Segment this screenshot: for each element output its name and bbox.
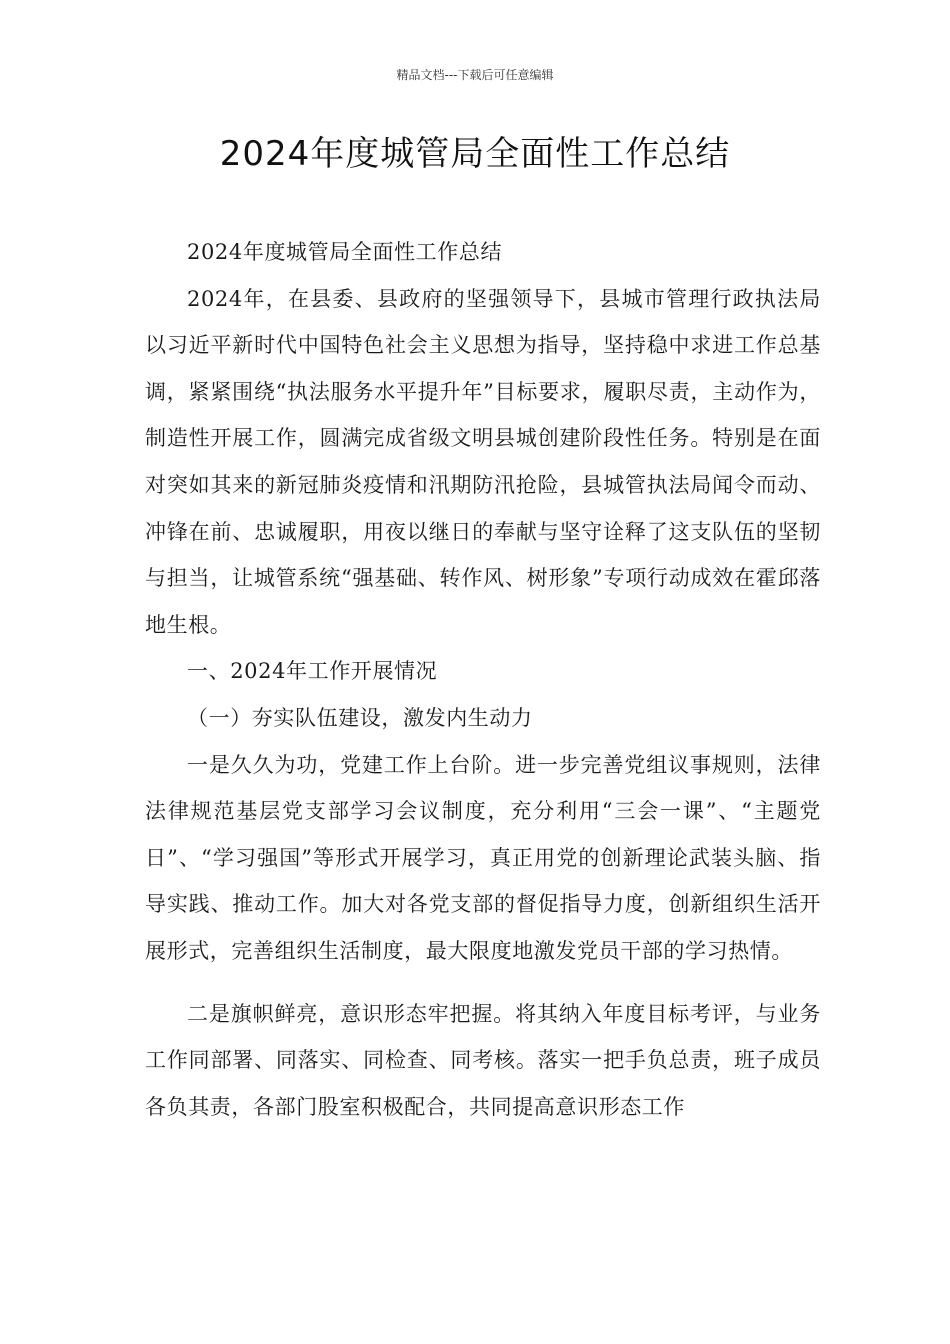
document-title: 2024年度城管局全面性工作总结 <box>219 134 731 174</box>
paragraph-subtitle: 2024年度城管局全面性工作总结 <box>187 240 503 264</box>
header-note: 精品文档---下载后可任意编辑 <box>396 68 554 82</box>
paragraph-party-building: 一是久久为功，党建工作上台阶。进一步完善党组议事规则，法律法律规范基层党支部学习会议制度，充分利用“三会一课”、“主题党日”、“学习强国”等形式开展学习，真正用党的创新理论武装头脑、指导实践、推动工作。加大对各党支部的督促指导力度，创新组织生活开展形式，完善组织生活制度，最大限度地激发党员干部的学习热情。 <box>145 752 821 963</box>
subsection-heading: （一）夯实队伍建设，激发内生动力 <box>187 705 533 730</box>
paragraph-intro: 2024年，在县委、县政府的坚强领导下，县城市管理行政执法局以习近平新时代中国特色社会主义思想为指导，坚持稳中求进工作总基调，紧紧围绕“执法服务水平提升年”目标要求，履职尽责，主动作为，制造性开展工作，圆满完成省级文明县城创建阶段性任务。特别是在面对突如其来的新冠肺炎疫情和汛期防汛抢险，县城管执法局闻令而动、冲锋在前、忠诚履职，用夜以继日的奉献与坚守诠释了这支队伍的坚韧与担当，让城管系统“强基础、转作风、树形象”专项行动成效在霍邱落地生根。 <box>145 286 821 637</box>
document-body <box>145 229 821 1130</box>
section-heading: 一、2024年工作开展情况 <box>187 659 438 684</box>
paragraph-ideology: 二是旗帜鲜亮，意识形态牢把握。将其纳入年度目标考评，与业务工作同部署、同落实、同检查、同考核。落实一把手负总责，班子成员各负其责，各部门股室积极配合，共同提高意识形态工作 <box>145 1001 821 1119</box>
